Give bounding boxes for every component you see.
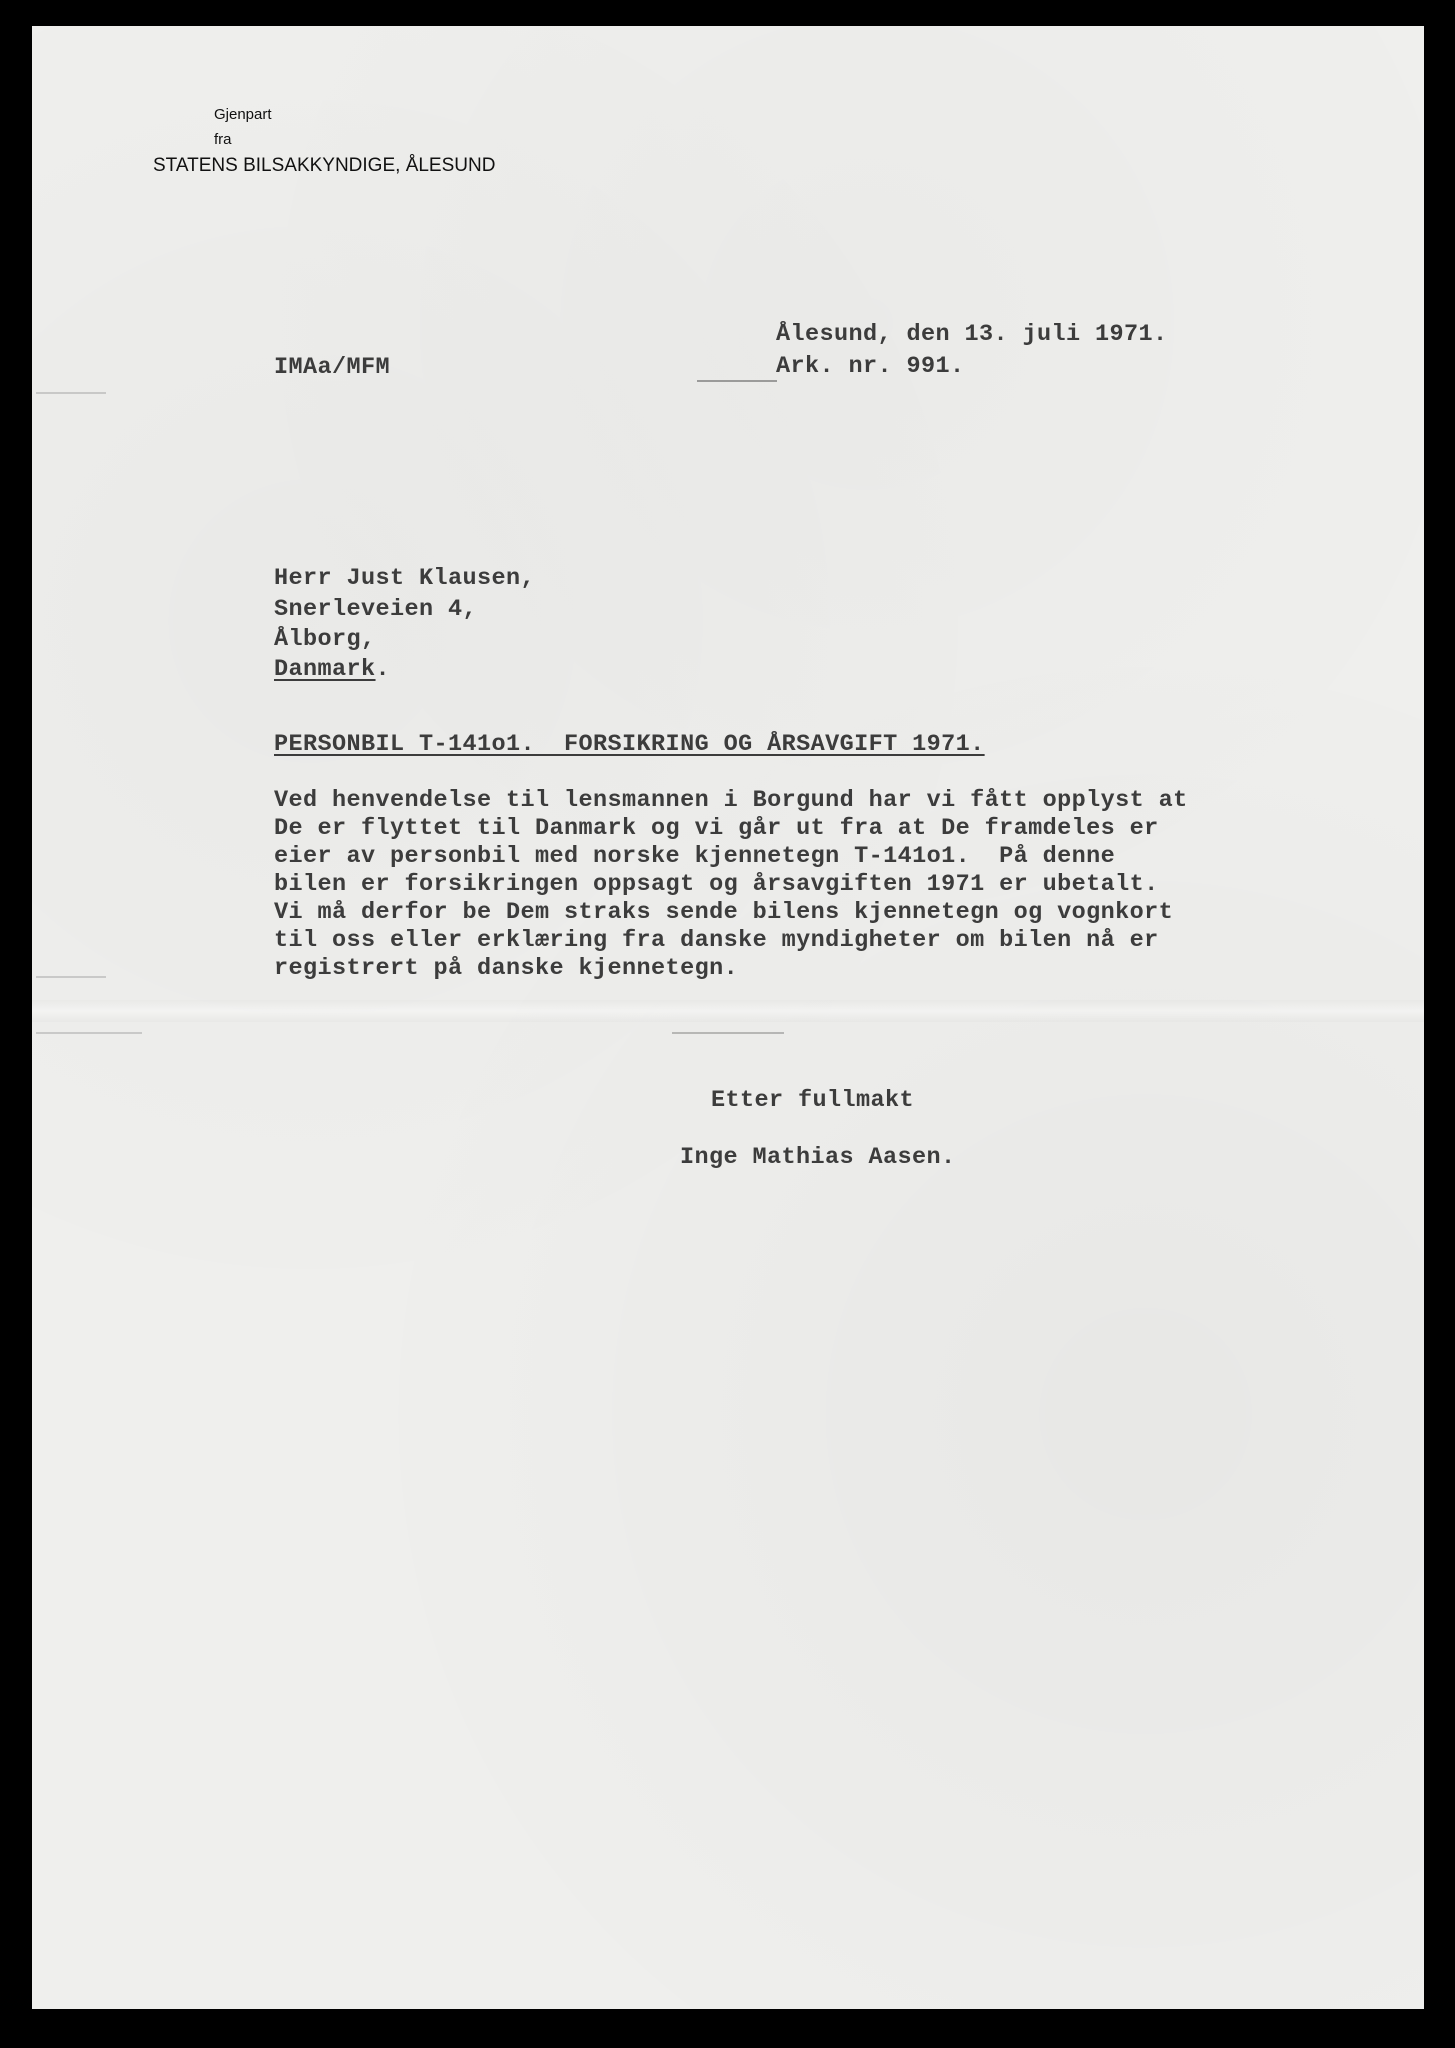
body-line: til oss eller erklæring fra danske myndigheter om bilen nå er bbox=[274, 927, 1159, 954]
recipient-city: Ålborg, bbox=[274, 626, 376, 653]
typing-mark bbox=[672, 1032, 784, 1034]
margin-mark bbox=[36, 1032, 142, 1034]
body-line: bilen er forsikringen oppsagt og årsavgiften 1971 er ubetalt. bbox=[274, 871, 1159, 898]
letterhead-copy-label: Gjenpart bbox=[214, 106, 272, 123]
page-fold bbox=[32, 1000, 1424, 1022]
recipient-country: Danmark bbox=[274, 656, 376, 683]
body-line: eier av personbil med norske kjennetegn T-141o1. På denne bbox=[274, 843, 1116, 870]
letterhead-from-label: fra bbox=[214, 131, 232, 148]
margin-mark bbox=[36, 392, 106, 394]
typing-mark bbox=[697, 380, 777, 382]
letterhead-organization: STATENS BILSAKKYNDIGE, ÅLESUND bbox=[153, 155, 496, 176]
archive-number: Ark. nr. 991. bbox=[776, 353, 965, 380]
body-line: De er flyttet til Danmark og vi går ut fra at De framdeles er bbox=[274, 815, 1159, 842]
closing-authority: Etter fullmakt bbox=[711, 1087, 915, 1114]
recipient-country-period: . bbox=[375, 656, 391, 683]
subject-line: PERSONBIL T-141o1. FORSIKRING OG ÅRSAVGIFT 1971. bbox=[274, 731, 985, 758]
body-line: Ved henvendelse til lensmannen i Borgund har vi fått opplyst at bbox=[274, 787, 1188, 814]
signer-name: Inge Mathias Aasen. bbox=[680, 1144, 956, 1171]
margin-mark bbox=[36, 976, 106, 978]
letter-date: Ålesund, den 13. juli 1971. bbox=[776, 321, 1168, 348]
recipient-name: Herr Just Klausen, bbox=[274, 565, 536, 592]
body-line: Vi må derfor be Dem straks sende bilens kjennetegn og vognkort bbox=[274, 899, 1174, 926]
recipient-street: Snerleveien 4, bbox=[274, 596, 478, 623]
body-line: registrert på danske kjennetegn. bbox=[274, 955, 739, 982]
recipient-country-line bbox=[274, 657, 390, 683]
reference-code: IMAa/MFM bbox=[274, 354, 391, 381]
